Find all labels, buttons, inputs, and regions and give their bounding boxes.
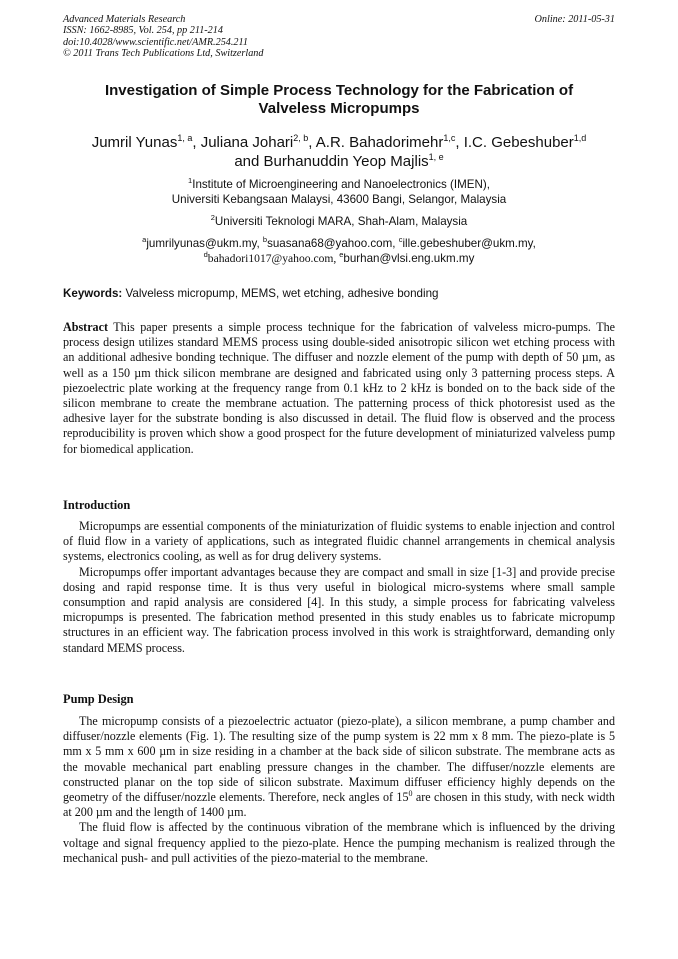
paragraph: Micropumps are essential components of the miniaturization of fluidic systems to enable injection and control of fluid flow in a variety of applications, such as integrated fluidic channel arrangements in chemical analysis systems, electronics cooling, as well as for drug delivery systems. bbox=[63, 519, 615, 564]
email-link[interactable]: jumrilyunas@ukm.my, bbox=[146, 237, 263, 250]
affiliation-line: Universiti Kebangsaan Malaysi, 43600 Bangi, Selangor, Malaysia bbox=[171, 193, 507, 206]
email-link[interactable]: burhan@vlsi.eng.ukm.my bbox=[343, 252, 475, 265]
keywords-label: Keywords: bbox=[63, 287, 123, 300]
title-line-2: Valveless Micropumps bbox=[258, 100, 420, 117]
authors-line-1: Jumril Yunas$^{1, a}$, Juliana Johari$^{2, b}$, A.R. Bahadorimehr$^{1,c}$, I.C. Gebeshuber$^{1,d}$ bbox=[91, 133, 587, 151]
journal-doi: doi:10.4028/www.scientific.net/AMR.254.211 bbox=[63, 36, 248, 48]
section-heading-introduction: Introduction bbox=[63, 498, 131, 512]
author-name: I.C. Gebeshuber bbox=[463, 134, 574, 151]
online-date: Online: 2011-05-31 bbox=[534, 14, 615, 25]
paragraph: The micropump consists of a piezoelectric actuator (piezo-plate), a silicon membrane, a pump chamber and diffuser/nozzle elements (Fig. 1). The resulting size of the pump system is 22 mm x 8 mm. The piezo-plate is 5 mm x 5 mm x 600 µm in size residing in a chamber at the back side of silicon substrate. The membrane acts as the movable mechanical part enabling pressure changes in the chamber. The diffuser/nozzle elements are constructed planar on the top side of silicon substrate. Maximum diffuser efficiency highly depends on the geometry of the diffuser/nozzle elements. Therefore, neck angles of $15^0$ are chosen in this study, with neck width at 200 µm and the length of 1400 µm. bbox=[63, 714, 615, 820]
introduction-body bbox=[63, 519, 615, 656]
author-sup: 1,c bbox=[443, 133, 456, 143]
author-name: Jumril Yunas bbox=[91, 134, 178, 151]
author-name: Juliana Johari bbox=[200, 134, 294, 151]
paper-title bbox=[60, 82, 618, 118]
journal-name: Advanced Materials Research bbox=[63, 14, 186, 25]
affiliation-2 bbox=[60, 214, 618, 229]
abstract bbox=[63, 320, 615, 457]
affiliation-line: Universiti Teknologi MARA, Shah-Alam, Malaysia bbox=[214, 215, 468, 228]
journal-issn: ISSN: 1662-8985, Vol. 254, pp 211-214 bbox=[63, 25, 223, 37]
abstract-text: This paper presents a simple process technique for the fabrication of valveless micro-pumps. The process design utilizes standard MEMS process using double-sided anisotropic silicon wet etching process with an additional adhesive bonding technique. The diffuser and nozzle element of the pump with depth of 50 µm, as well as a 150 µm thick silicon membrane are designed and fabricated using only 3 patterning process steps. A piezoelectric plate working at the frequency range from 0.1 kHz to 2 kHz is bonded on to the back side of the silicon membrane to create the membrane actuation. The patterning process of thick photoresist used as the adhesive layer for the substrate bonding is also discussed in detail. The fluid flow is observed and the process reproducibility is proven which show a good prospect for the future development of miniaturized valveless pump for biomedical application. bbox=[63, 320, 615, 456]
email-list: $^a$jumrilyunas@ukm.my, $^b$suasana68@yahoo.com, $^c$ille.gebeshuber@ukm.my, $^d$bahadori1017@yahoo.com, $^e$burhan@vlsi.eng.ukm.my bbox=[142, 235, 536, 265]
affiliation-sup: 1 bbox=[188, 176, 193, 185]
author-sup: 2, b bbox=[293, 133, 309, 143]
email-link[interactable]: suasana68@yahoo.com, bbox=[267, 237, 399, 250]
journal-header bbox=[63, 14, 615, 60]
abstract-label: Abstract bbox=[63, 320, 109, 334]
affiliation-sup: 2 bbox=[210, 213, 215, 222]
keywords bbox=[63, 286, 615, 301]
journal-copyright: © 2011 Trans Tech Publications Ltd, Switzerland bbox=[63, 48, 264, 60]
title-line-1: Investigation of Simple Process Technology for the Fabrication of bbox=[104, 82, 574, 99]
affiliation-line: Institute of Microengineering and Nanoelectronics (IMEN), bbox=[192, 178, 490, 191]
email-link[interactable]: bahadori1017@yahoo.com, bbox=[207, 252, 340, 265]
author-sup: 1, e bbox=[428, 152, 444, 162]
keywords-text: Valveless micropump, MEMS, wet etching, adhesive bonding bbox=[122, 287, 439, 300]
pump-design-body bbox=[63, 714, 615, 866]
author-list bbox=[55, 133, 623, 171]
author-name: and Burhanuddin Yeop Majlis bbox=[234, 153, 429, 170]
author-sup: 1,d bbox=[573, 133, 587, 143]
section-heading-pump-design: Pump Design bbox=[63, 692, 134, 706]
affiliation-1 bbox=[60, 177, 618, 207]
paragraph: The fluid flow is affected by the continuous vibration of the membrane which is influenced by the driving voltage and signal frequency applied to the piezo-plate. Hence the pumping mechanism is realized through the mechanical push- and pull activities of the piezo-material to the membrane. bbox=[63, 820, 615, 865]
author-name: A.R. Bahadorimehr bbox=[315, 134, 444, 151]
paragraph: Micropumps offer important advantages because they are compact and small in size [1-3] and provide precise dosing and rapid response time. It is thus very useful in biological micro-systems where small sample consumption and rapid analysis are considered [4]. In this study, a simple process for fabricating valveless micropumps is presented. The fabrication method presented in this study enables us to fabricate micropump structures in an efficient way. The fabrication process involved in this work is straightforward, demanding only standard MEMS process. bbox=[63, 564, 615, 655]
authors-line-2 bbox=[55, 152, 623, 171]
author-sup: 1, a bbox=[177, 133, 193, 143]
email-link[interactable]: ille.gebeshuber@ukm.my, bbox=[402, 237, 536, 250]
